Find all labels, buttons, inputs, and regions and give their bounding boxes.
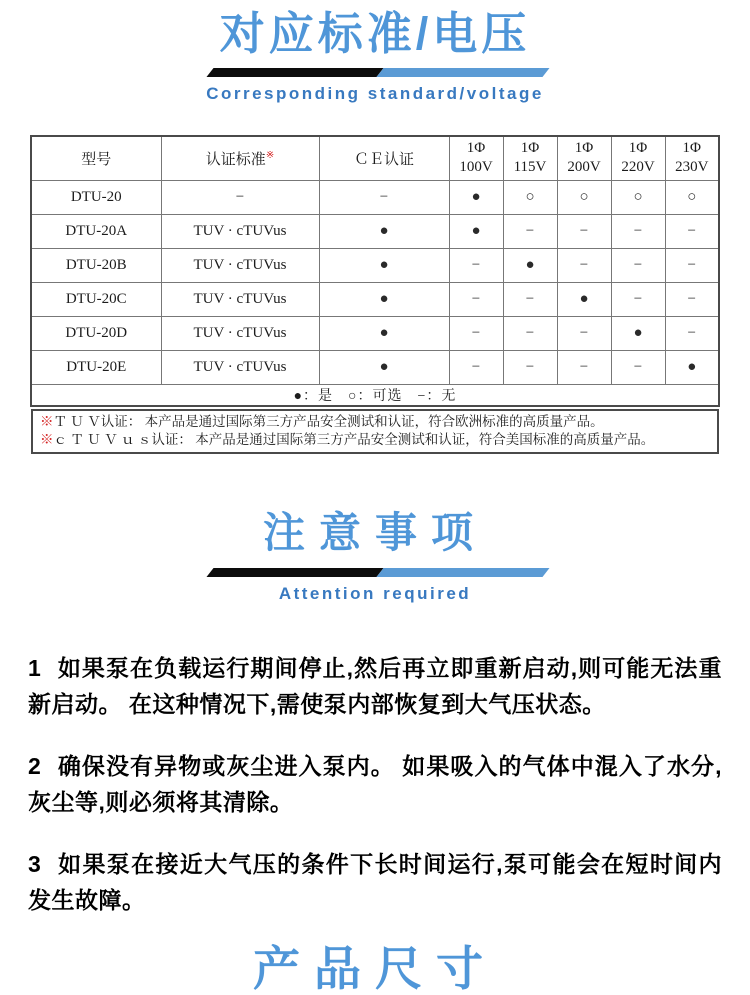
bar-black-segment bbox=[206, 68, 383, 77]
ce-cell: ● bbox=[319, 282, 449, 316]
v115-cell: − bbox=[503, 214, 557, 248]
v115-cell: − bbox=[503, 316, 557, 350]
note-text: 如果泵在接近大气压的条件下长时间运行,泵可能会在短时间内发生故障。 bbox=[28, 850, 722, 913]
note-number: 3 bbox=[28, 850, 42, 877]
v100-cell: − bbox=[449, 282, 503, 316]
model-cell: DTU-20B bbox=[31, 248, 161, 282]
v200-cell: ○ bbox=[557, 180, 611, 214]
footnote-text: Ｔ Ｕ Ｖ认证： 本产品是通过国际第三方产品安全测试和认证，符合欧洲标准的高质量产品。 bbox=[53, 413, 604, 429]
note-number: 2 bbox=[28, 752, 42, 779]
v220-cell: − bbox=[611, 350, 665, 384]
section-dimensions-header bbox=[0, 941, 750, 995]
ce-cell: ● bbox=[319, 316, 449, 350]
volt-label: 200V bbox=[567, 159, 601, 176]
col-header-115v bbox=[503, 136, 557, 180]
v100-cell: ● bbox=[449, 180, 503, 214]
note-number: 1 bbox=[28, 654, 42, 681]
v230-cell: − bbox=[665, 248, 719, 282]
phase-label: 1Φ bbox=[682, 140, 701, 157]
section-title-cn: 对应标准/电压 bbox=[219, 8, 531, 59]
table-header-row bbox=[31, 136, 719, 180]
table-row-dtu-20d bbox=[31, 316, 719, 350]
v200-cell: − bbox=[557, 316, 611, 350]
standard-cell: TUV · cTUVus bbox=[161, 282, 319, 316]
v220-cell: − bbox=[611, 282, 665, 316]
footnote-ctuvus bbox=[40, 431, 710, 449]
standard-cell: TUV · cTUVus bbox=[161, 350, 319, 384]
v100-cell: − bbox=[449, 316, 503, 350]
col-header-230v bbox=[665, 136, 719, 180]
v230-cell: − bbox=[665, 214, 719, 248]
standard-label: 认证标准 bbox=[205, 151, 266, 168]
model-cell: DTU-20C bbox=[31, 282, 161, 316]
phase-label: 1Φ bbox=[574, 140, 594, 157]
table-row-dtu-20b bbox=[31, 248, 719, 282]
v115-cell: − bbox=[503, 282, 557, 316]
note-item-3 bbox=[28, 846, 722, 918]
footnote-tuv bbox=[40, 413, 710, 431]
section-standard-voltage-header bbox=[0, 10, 750, 102]
col-header-200v bbox=[557, 136, 611, 180]
v220-cell: ○ bbox=[611, 180, 665, 214]
reference-mark-icon: ※ bbox=[40, 431, 54, 447]
footnote-box bbox=[31, 409, 719, 454]
col-header-220v bbox=[611, 136, 665, 180]
volt-label: 115V bbox=[513, 159, 547, 176]
model-cell: DTU-20A bbox=[31, 214, 161, 248]
v200-cell: ● bbox=[557, 282, 611, 316]
table-row-dtu-20a bbox=[31, 214, 719, 248]
ce-cell: ● bbox=[319, 248, 449, 282]
v200-cell: − bbox=[557, 214, 611, 248]
col-header-100v bbox=[449, 136, 503, 180]
v230-cell: − bbox=[665, 316, 719, 350]
v115-cell: ○ bbox=[503, 180, 557, 214]
note-item-2 bbox=[28, 748, 722, 820]
bar-black-segment bbox=[206, 568, 383, 577]
table-row-dtu-20c bbox=[31, 282, 719, 316]
phase-label: 1Φ bbox=[520, 140, 540, 157]
volt-label: 220V bbox=[621, 159, 655, 176]
ce-cell: ● bbox=[319, 214, 449, 248]
note-item-1 bbox=[28, 650, 722, 722]
v230-cell: ● bbox=[665, 350, 719, 384]
v100-cell: − bbox=[449, 248, 503, 282]
attention-notes bbox=[28, 650, 722, 918]
v200-cell: − bbox=[557, 248, 611, 282]
v220-cell: − bbox=[611, 248, 665, 282]
v100-cell: − bbox=[449, 350, 503, 384]
standard-cell: − bbox=[161, 180, 319, 214]
standard-cell: TUV · cTUVus bbox=[161, 316, 319, 350]
v200-cell: − bbox=[557, 350, 611, 384]
model-cell: DTU-20E bbox=[31, 350, 161, 384]
note-text: 确保没有异物或灰尘进入泵内。 如果吸入的气体中混入了水分,灰尘等,则必须将其清除。 bbox=[28, 752, 722, 815]
ce-cell: ● bbox=[319, 350, 449, 384]
v220-cell: ● bbox=[611, 316, 665, 350]
standard-cell: TUV · cTUVus bbox=[161, 248, 319, 282]
table-row-dtu-20e bbox=[31, 350, 719, 384]
standard-ref-mark: ※ bbox=[265, 149, 275, 161]
section-attention-header bbox=[0, 510, 750, 602]
v115-cell: − bbox=[503, 350, 557, 384]
standard-voltage-table bbox=[30, 135, 720, 407]
reference-mark-icon: ※ bbox=[40, 413, 54, 429]
section-title-en: Attention required bbox=[278, 583, 472, 603]
model-cell: DTU-20D bbox=[31, 316, 161, 350]
v115-cell: ● bbox=[503, 248, 557, 282]
footnote-text: ｃ Ｔ Ｕ Ｖ ｕ ｓ认证： 本产品是通过国际第三方产品安全测试和认证，符合美国标准的高质量产品。 bbox=[53, 431, 655, 447]
volt-label: 230V bbox=[675, 159, 709, 176]
v230-cell: ○ bbox=[665, 180, 719, 214]
table-row-dtu-20 bbox=[31, 180, 719, 214]
v100-cell: ● bbox=[449, 214, 503, 248]
section-title-en: Corresponding standard/voltage bbox=[206, 84, 544, 103]
col-header-model: 型号 bbox=[31, 136, 161, 180]
decorative-bar bbox=[204, 68, 546, 77]
bar-blue-segment bbox=[376, 68, 549, 77]
phase-label: 1Φ bbox=[466, 140, 486, 157]
col-header-ce: ＣＥ认证 bbox=[319, 136, 449, 180]
col-header-standard bbox=[161, 136, 319, 180]
model-cell: DTU-20 bbox=[31, 180, 161, 214]
ce-cell: − bbox=[319, 180, 449, 214]
v220-cell: − bbox=[611, 214, 665, 248]
volt-label: 100V bbox=[459, 159, 493, 176]
note-text: 如果泵在负载运行期间停止,然后再立即重新启动,则可能无法重新启动。 在这种情况下,需使泵内部恢复到大气压状态。 bbox=[28, 654, 722, 717]
legend-row bbox=[31, 384, 719, 406]
decorative-bar bbox=[204, 568, 546, 577]
legend-text: ●：是 ○：可选 −：无 bbox=[31, 384, 719, 406]
v230-cell: − bbox=[665, 282, 719, 316]
phase-label: 1Φ bbox=[628, 140, 648, 157]
section-title-cn: 产品尺寸 bbox=[253, 941, 497, 995]
section-title-cn: 注意事项 bbox=[262, 508, 487, 556]
bar-blue-segment bbox=[376, 568, 549, 577]
standard-cell: TUV · cTUVus bbox=[161, 214, 319, 248]
